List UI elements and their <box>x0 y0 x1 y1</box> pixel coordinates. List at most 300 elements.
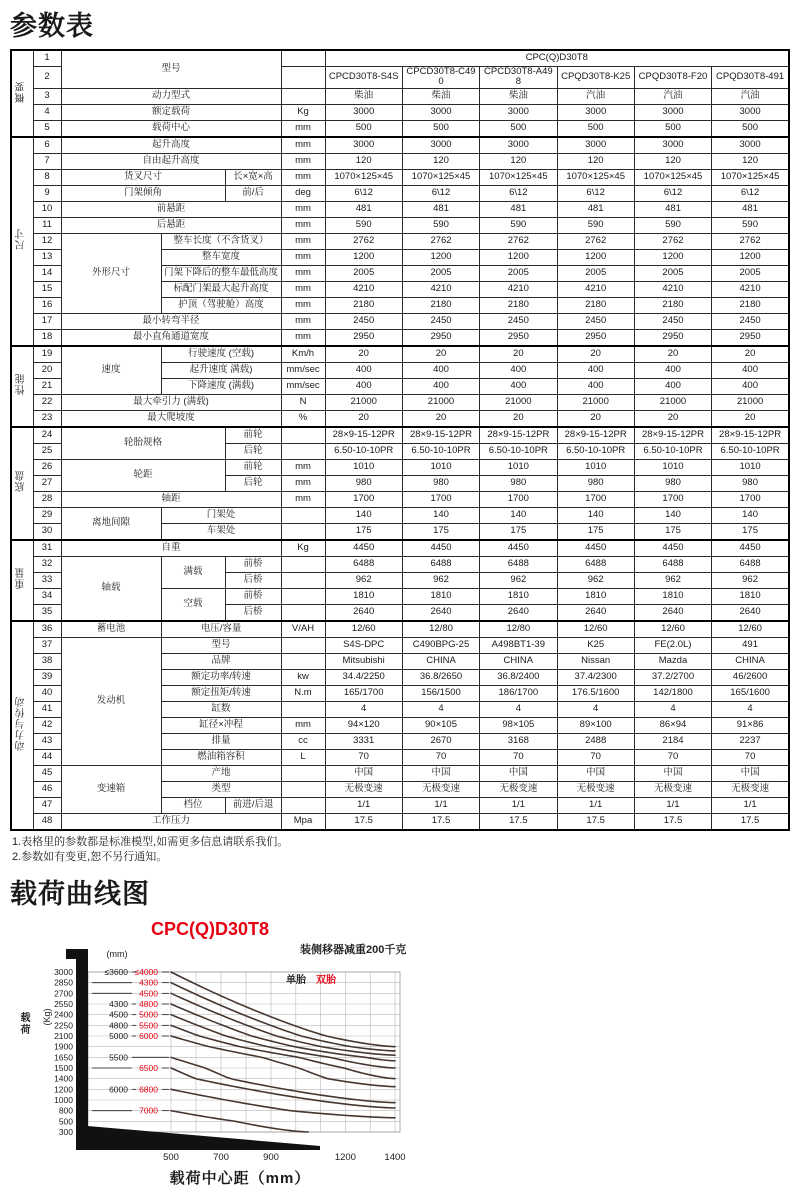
spec-label: 后悬距 <box>61 217 281 233</box>
spec-value: 4 <box>402 701 479 717</box>
spec-value: 1200 <box>325 249 402 265</box>
spec-value: 1010 <box>402 459 479 475</box>
spec-label: 自由起升高度 <box>61 153 281 169</box>
category-label <box>11 137 33 346</box>
spec-value: 156/1500 <box>402 685 479 701</box>
row-number: 32 <box>33 556 61 572</box>
spec-value: 3000 <box>480 137 557 154</box>
spec-value: 3000 <box>557 137 634 154</box>
spec-value: CPCD30T8-A498 <box>480 67 557 89</box>
row-number: 17 <box>33 313 61 329</box>
svg-text:1200: 1200 <box>54 1084 73 1095</box>
spec-value: CPCD30T8-S4S <box>325 67 402 89</box>
unit-cell: mm <box>281 249 325 265</box>
spec-value: 2180 <box>402 297 479 313</box>
spec-value: 2005 <box>480 265 557 281</box>
spec-value: 980 <box>634 475 711 491</box>
spec-value: 12/60 <box>634 621 711 638</box>
unit-cell: mm <box>281 329 325 346</box>
spec-value: 590 <box>557 217 634 233</box>
unit-cell <box>281 88 325 104</box>
row-number: 37 <box>33 637 61 653</box>
row-number: 35 <box>33 604 61 621</box>
unit-cell: mm/sec <box>281 378 325 394</box>
unit-cell <box>281 572 325 588</box>
spec-value: 20 <box>325 410 402 427</box>
spec-value: 17.5 <box>325 813 402 830</box>
spec-label: 货叉尺寸 <box>61 169 225 185</box>
svg-text:500: 500 <box>163 1152 179 1164</box>
curve-labels <box>92 978 169 988</box>
spec-value: 2005 <box>402 265 479 281</box>
legend-item: 单胎 <box>286 975 306 987</box>
unit-cell: mm <box>281 265 325 281</box>
spec-value: 21000 <box>325 394 402 410</box>
svg-text:≤3600: ≤3600 <box>104 967 128 978</box>
spec-value: 500 <box>712 120 789 137</box>
spec-label: 满载 <box>161 556 225 588</box>
spec-value: 2950 <box>480 329 557 346</box>
load-curve-chart <box>10 917 490 1163</box>
spec-value: 6.50-10-10PR <box>480 443 557 459</box>
spec-value: 12/80 <box>480 621 557 638</box>
spec-label: 最大爬坡度 <box>61 410 281 427</box>
spec-value: 962 <box>712 572 789 588</box>
spec-label: 动力型式 <box>61 88 281 104</box>
spec-value: 4450 <box>712 540 789 557</box>
spec-value: 2640 <box>712 604 789 621</box>
spec-value: 36.8/2650 <box>402 669 479 685</box>
unit-cell <box>281 701 325 717</box>
spec-label: 缸数 <box>161 701 281 717</box>
spec-value: 36.8/2400 <box>480 669 557 685</box>
row-number: 7 <box>33 153 61 169</box>
spec-value: 1070×125×45 <box>634 169 711 185</box>
spec-value: 28×9-15-12PR <box>557 427 634 444</box>
unit-cell <box>281 637 325 653</box>
spec-label: 蓄电池 <box>61 621 161 638</box>
spec-value: 4 <box>325 701 402 717</box>
row-number: 43 <box>33 733 61 749</box>
unit-cell: mm <box>281 153 325 169</box>
spec-value: 28×9-15-12PR <box>325 427 402 444</box>
row-number: 24 <box>33 427 61 444</box>
svg-text:5000: 5000 <box>139 1010 158 1021</box>
x-axis-labels <box>163 1152 406 1163</box>
spec-value: 6\12 <box>712 185 789 201</box>
spec-value: 2950 <box>634 329 711 346</box>
spec-value: 500 <box>402 120 479 137</box>
svg-text:7000: 7000 <box>139 1106 158 1117</box>
row-number: 47 <box>33 797 61 813</box>
spec-value: 4210 <box>712 281 789 297</box>
spec-value: 6.50-10-10PR <box>634 443 711 459</box>
spec-value: 2640 <box>557 604 634 621</box>
spec-label: 前桥 <box>225 556 281 572</box>
load-chart-title: 载荷曲线图 <box>10 879 150 910</box>
unit-cell <box>281 765 325 781</box>
spec-value: 20 <box>402 410 479 427</box>
spec-value: 2450 <box>402 313 479 329</box>
svg-text:2400: 2400 <box>54 1010 73 1021</box>
spec-value: 2005 <box>325 265 402 281</box>
spec-value: 3000 <box>634 104 711 120</box>
unit-cell: Kg <box>281 104 325 120</box>
unit-cell: mm <box>281 233 325 249</box>
spec-value: 中国 <box>634 765 711 781</box>
svg-text:1400: 1400 <box>384 1152 406 1164</box>
load-curve <box>171 972 395 1047</box>
spec-value: 20 <box>480 410 557 427</box>
spec-value: 3000 <box>402 104 479 120</box>
unit-cell <box>281 588 325 604</box>
spec-label: 前/后 <box>225 185 281 201</box>
spec-value: 21000 <box>480 394 557 410</box>
spec-value: 1200 <box>557 249 634 265</box>
row-number: 41 <box>33 701 61 717</box>
spec-value: 2180 <box>480 297 557 313</box>
svg-text:5000: 5000 <box>109 1031 128 1042</box>
svg-text:6800: 6800 <box>139 1084 158 1095</box>
spec-value: 962 <box>480 572 557 588</box>
spec-value: 1810 <box>480 588 557 604</box>
note-2: 2.参数如有变更,恕不另行通知。 <box>12 851 168 864</box>
spec-label: 额定载荷 <box>61 104 281 120</box>
spec-value: Nissan <box>557 653 634 669</box>
svg-text:1500: 1500 <box>54 1063 73 1074</box>
spec-value: 20 <box>480 346 557 363</box>
unit-cell <box>281 443 325 459</box>
spec-value: 1200 <box>712 249 789 265</box>
spec-value: 4210 <box>634 281 711 297</box>
spec-value: 6488 <box>634 556 711 572</box>
spec-value: 6488 <box>325 556 402 572</box>
svg-text:800: 800 <box>58 1106 73 1117</box>
load-curve <box>171 1068 395 1108</box>
row-number: 11 <box>33 217 61 233</box>
spec-value: 70 <box>402 749 479 765</box>
spec-label: 最大牵引力 (满载) <box>61 394 281 410</box>
spec-value: CHINA <box>712 653 789 669</box>
spec-label: 前进/后退 <box>225 797 281 813</box>
spec-value: 2005 <box>712 265 789 281</box>
row-number: 23 <box>33 410 61 427</box>
spec-value: 94×120 <box>325 717 402 733</box>
spec-value: 37.2/2700 <box>634 669 711 685</box>
spec-value: 6.50-10-10PR <box>712 443 789 459</box>
row-number: 44 <box>33 749 61 765</box>
spec-label: 门架下降后的整车最低高度 <box>161 265 281 281</box>
spec-value: 140 <box>634 507 711 523</box>
spec-value: 142/1800 <box>634 685 711 701</box>
spec-label: 整车宽度 <box>161 249 281 265</box>
row-number: 26 <box>33 459 61 475</box>
spec-value: 1810 <box>402 588 479 604</box>
row-number: 33 <box>33 572 61 588</box>
spec-value: 46/2600 <box>712 669 789 685</box>
spec-label: 起升速度 满载) <box>161 362 281 378</box>
spec-value: 6488 <box>402 556 479 572</box>
spec-value: 186/1700 <box>480 685 557 701</box>
spec-value: 980 <box>325 475 402 491</box>
spec-value: 491 <box>712 637 789 653</box>
spec-value: 120 <box>634 153 711 169</box>
spec-value: 4450 <box>480 540 557 557</box>
spec-value: 汽油 <box>712 88 789 104</box>
spec-value: 6488 <box>712 556 789 572</box>
spec-value: 6\12 <box>557 185 634 201</box>
spec-value: 2180 <box>634 297 711 313</box>
row-number: 3 <box>33 88 61 104</box>
spec-value: 20 <box>402 346 479 363</box>
spec-label: 缸径×冲程 <box>161 717 281 733</box>
spec-value: 120 <box>480 153 557 169</box>
spec-value: 1810 <box>557 588 634 604</box>
spec-value: 2640 <box>634 604 711 621</box>
spec-value: 2762 <box>634 233 711 249</box>
unit-cell: mm <box>281 217 325 233</box>
spec-value: 400 <box>325 378 402 394</box>
spec-value: 3000 <box>712 137 789 154</box>
spec-value: 400 <box>557 378 634 394</box>
spec-value: 1070×125×45 <box>480 169 557 185</box>
spec-value: 2184 <box>634 733 711 749</box>
unit-cell <box>281 781 325 797</box>
spec-value: 1700 <box>712 491 789 507</box>
spec-value: 590 <box>402 217 479 233</box>
spec-value: 2450 <box>712 313 789 329</box>
spec-value: 3168 <box>480 733 557 749</box>
spec-value: 28×9-15-12PR <box>712 427 789 444</box>
spec-label: 发动机 <box>61 637 161 765</box>
curve-labels <box>92 989 169 999</box>
row-number: 48 <box>33 813 61 830</box>
unit-cell: mm <box>281 491 325 507</box>
spec-value: CHINA <box>480 653 557 669</box>
note-1: 1.表格里的参数都是标准模型,如需更多信息请联系我们。 <box>12 835 289 848</box>
spec-label: 额定功率/转速 <box>161 669 281 685</box>
spec-value: 400 <box>402 362 479 378</box>
unit-cell: Km/h <box>281 346 325 363</box>
unit-cell: mm <box>281 120 325 137</box>
spec-value: 590 <box>712 217 789 233</box>
spec-value: A498BT1-39 <box>480 637 557 653</box>
spec-label: 后轮 <box>225 443 281 459</box>
unit-cell: mm <box>281 459 325 475</box>
spec-value: 400 <box>480 378 557 394</box>
spec-value: 1070×125×45 <box>402 169 479 185</box>
spec-value: 140 <box>480 507 557 523</box>
row-number: 18 <box>33 329 61 346</box>
row-number: 39 <box>33 669 61 685</box>
row-number: 4 <box>33 104 61 120</box>
spec-value: 400 <box>712 362 789 378</box>
spec-value: C490BPG-25 <box>402 637 479 653</box>
spec-value: 12/60 <box>712 621 789 638</box>
spec-value: 4 <box>712 701 789 717</box>
spec-label: 燃油箱容积 <box>161 749 281 765</box>
spec-value: 2450 <box>325 313 402 329</box>
svg-text:500: 500 <box>58 1116 73 1127</box>
row-number: 20 <box>33 362 61 378</box>
spec-value: 汽油 <box>557 88 634 104</box>
unit-cell: kw <box>281 669 325 685</box>
row-number: 10 <box>33 201 61 217</box>
spec-value: 6.50-10-10PR <box>557 443 634 459</box>
spec-value: 2450 <box>480 313 557 329</box>
spec-value: 4450 <box>325 540 402 557</box>
spec-value: 1070×125×45 <box>557 169 634 185</box>
unit-cell: mm <box>281 475 325 491</box>
unit-cell <box>281 523 325 540</box>
spec-value: 1010 <box>712 459 789 475</box>
unit-cell <box>281 507 325 523</box>
spec-value: 17.5 <box>557 813 634 830</box>
unit-cell: Mpa <box>281 813 325 830</box>
row-number: 1 <box>33 50 61 67</box>
spec-label: 工作压力 <box>61 813 281 830</box>
unit-cell: N <box>281 394 325 410</box>
spec-value: 2762 <box>557 233 634 249</box>
spec-value: 175 <box>712 523 789 540</box>
row-number: 29 <box>33 507 61 523</box>
row-number: 46 <box>33 781 61 797</box>
spec-value: 175 <box>325 523 402 540</box>
spec-label: 离地间隙 <box>61 507 161 540</box>
spec-value: 4210 <box>557 281 634 297</box>
spec-label: 前桥 <box>225 588 281 604</box>
category-text: 底盘 <box>16 470 28 493</box>
spec-value: 165/1700 <box>325 685 402 701</box>
svg-text:4500: 4500 <box>109 1010 128 1021</box>
spec-value: 无极变速 <box>480 781 557 797</box>
spec-label: 轴载 <box>61 556 161 621</box>
curve-labels <box>109 1053 169 1063</box>
spec-value: 20 <box>634 346 711 363</box>
row-number: 15 <box>33 281 61 297</box>
unit-cell: mm <box>281 201 325 217</box>
spec-value: 柴油 <box>480 88 557 104</box>
chart-legend <box>286 971 346 986</box>
spec-label: 前悬距 <box>61 201 281 217</box>
spec-value: 2180 <box>712 297 789 313</box>
row-number: 40 <box>33 685 61 701</box>
svg-text:4300: 4300 <box>139 978 158 989</box>
spec-value: 4450 <box>557 540 634 557</box>
spec-label: 车架处 <box>161 523 281 540</box>
svg-text:1400: 1400 <box>54 1074 73 1085</box>
spec-value: 20 <box>557 410 634 427</box>
spec-value: 500 <box>480 120 557 137</box>
unit-cell: % <box>281 410 325 427</box>
row-number: 28 <box>33 491 61 507</box>
spec-value: 28×9-15-12PR <box>480 427 557 444</box>
row-number: 13 <box>33 249 61 265</box>
spec-value: FE(2.0L) <box>634 637 711 653</box>
unit-cell: L <box>281 749 325 765</box>
spec-value: 4210 <box>480 281 557 297</box>
svg-text:1000: 1000 <box>54 1095 73 1106</box>
spec-value: 140 <box>712 507 789 523</box>
spec-value: 6.50-10-10PR <box>402 443 479 459</box>
spec-value: 2640 <box>402 604 479 621</box>
spec-value: 中国 <box>480 765 557 781</box>
spec-value: 98×105 <box>480 717 557 733</box>
spec-value: 无极变速 <box>402 781 479 797</box>
spec-value: 1700 <box>634 491 711 507</box>
legend-item: 双胎 <box>316 975 336 987</box>
spec-label: 外形尺寸 <box>61 233 161 313</box>
spec-value: Mitsubishi <box>325 653 402 669</box>
spec-value: 6\12 <box>480 185 557 201</box>
y-axis-title: 载荷 <box>18 1012 29 1037</box>
spec-value: 400 <box>712 378 789 394</box>
spec-value: 6\12 <box>634 185 711 201</box>
spec-value: 70 <box>634 749 711 765</box>
svg-text:(mm): (mm) <box>106 949 128 960</box>
spec-value: 175 <box>634 523 711 540</box>
spec-value: 21000 <box>634 394 711 410</box>
spec-value: 140 <box>325 507 402 523</box>
row-number: 45 <box>33 765 61 781</box>
spec-value: 90×105 <box>402 717 479 733</box>
spec-label: 载荷中心 <box>61 120 281 137</box>
spec-value: 176.5/1600 <box>557 685 634 701</box>
unit-cell: Kg <box>281 540 325 557</box>
spec-label: 型号 <box>61 50 281 88</box>
spec-value: 2762 <box>712 233 789 249</box>
spec-value: 2180 <box>325 297 402 313</box>
unit-cell <box>281 427 325 444</box>
row-number: 9 <box>33 185 61 201</box>
spec-value: 1010 <box>325 459 402 475</box>
spec-value: 120 <box>402 153 479 169</box>
spec-value: 12/60 <box>557 621 634 638</box>
category-text: 概要 <box>16 80 28 103</box>
svg-text:5500: 5500 <box>109 1052 128 1063</box>
spec-value: 6.50-10-10PR <box>325 443 402 459</box>
spec-value: 500 <box>634 120 711 137</box>
spec-label: 整车长度（不含货叉） <box>161 233 281 249</box>
spec-value: 1/1 <box>557 797 634 813</box>
spec-value: 481 <box>325 201 402 217</box>
spec-value: 1/1 <box>325 797 402 813</box>
spec-value: 20 <box>557 346 634 363</box>
spec-label: 标配门架最大起升高度 <box>161 281 281 297</box>
spec-value: 4450 <box>634 540 711 557</box>
spec-value: 1700 <box>325 491 402 507</box>
category-label <box>11 621 33 830</box>
spec-value: 400 <box>557 362 634 378</box>
svg-text:300: 300 <box>58 1127 73 1138</box>
spec-value: 140 <box>402 507 479 523</box>
category-text: 动力与传动 <box>16 695 28 751</box>
curve-labels <box>92 1063 169 1073</box>
row-number: 21 <box>33 378 61 394</box>
spec-value: 481 <box>634 201 711 217</box>
spec-value: Mazda <box>634 653 711 669</box>
spec-label: 下降速度 (满载) <box>161 378 281 394</box>
spec-value: 2670 <box>402 733 479 749</box>
spec-label: 排量 <box>161 733 281 749</box>
svg-text:4300: 4300 <box>109 999 128 1010</box>
spec-table <box>10 49 790 831</box>
unit-cell <box>281 67 325 89</box>
svg-text:2100: 2100 <box>54 1031 73 1042</box>
svg-text:1650: 1650 <box>54 1052 73 1063</box>
spec-value: 1810 <box>634 588 711 604</box>
spec-label: 额定扭矩/转速 <box>161 685 281 701</box>
